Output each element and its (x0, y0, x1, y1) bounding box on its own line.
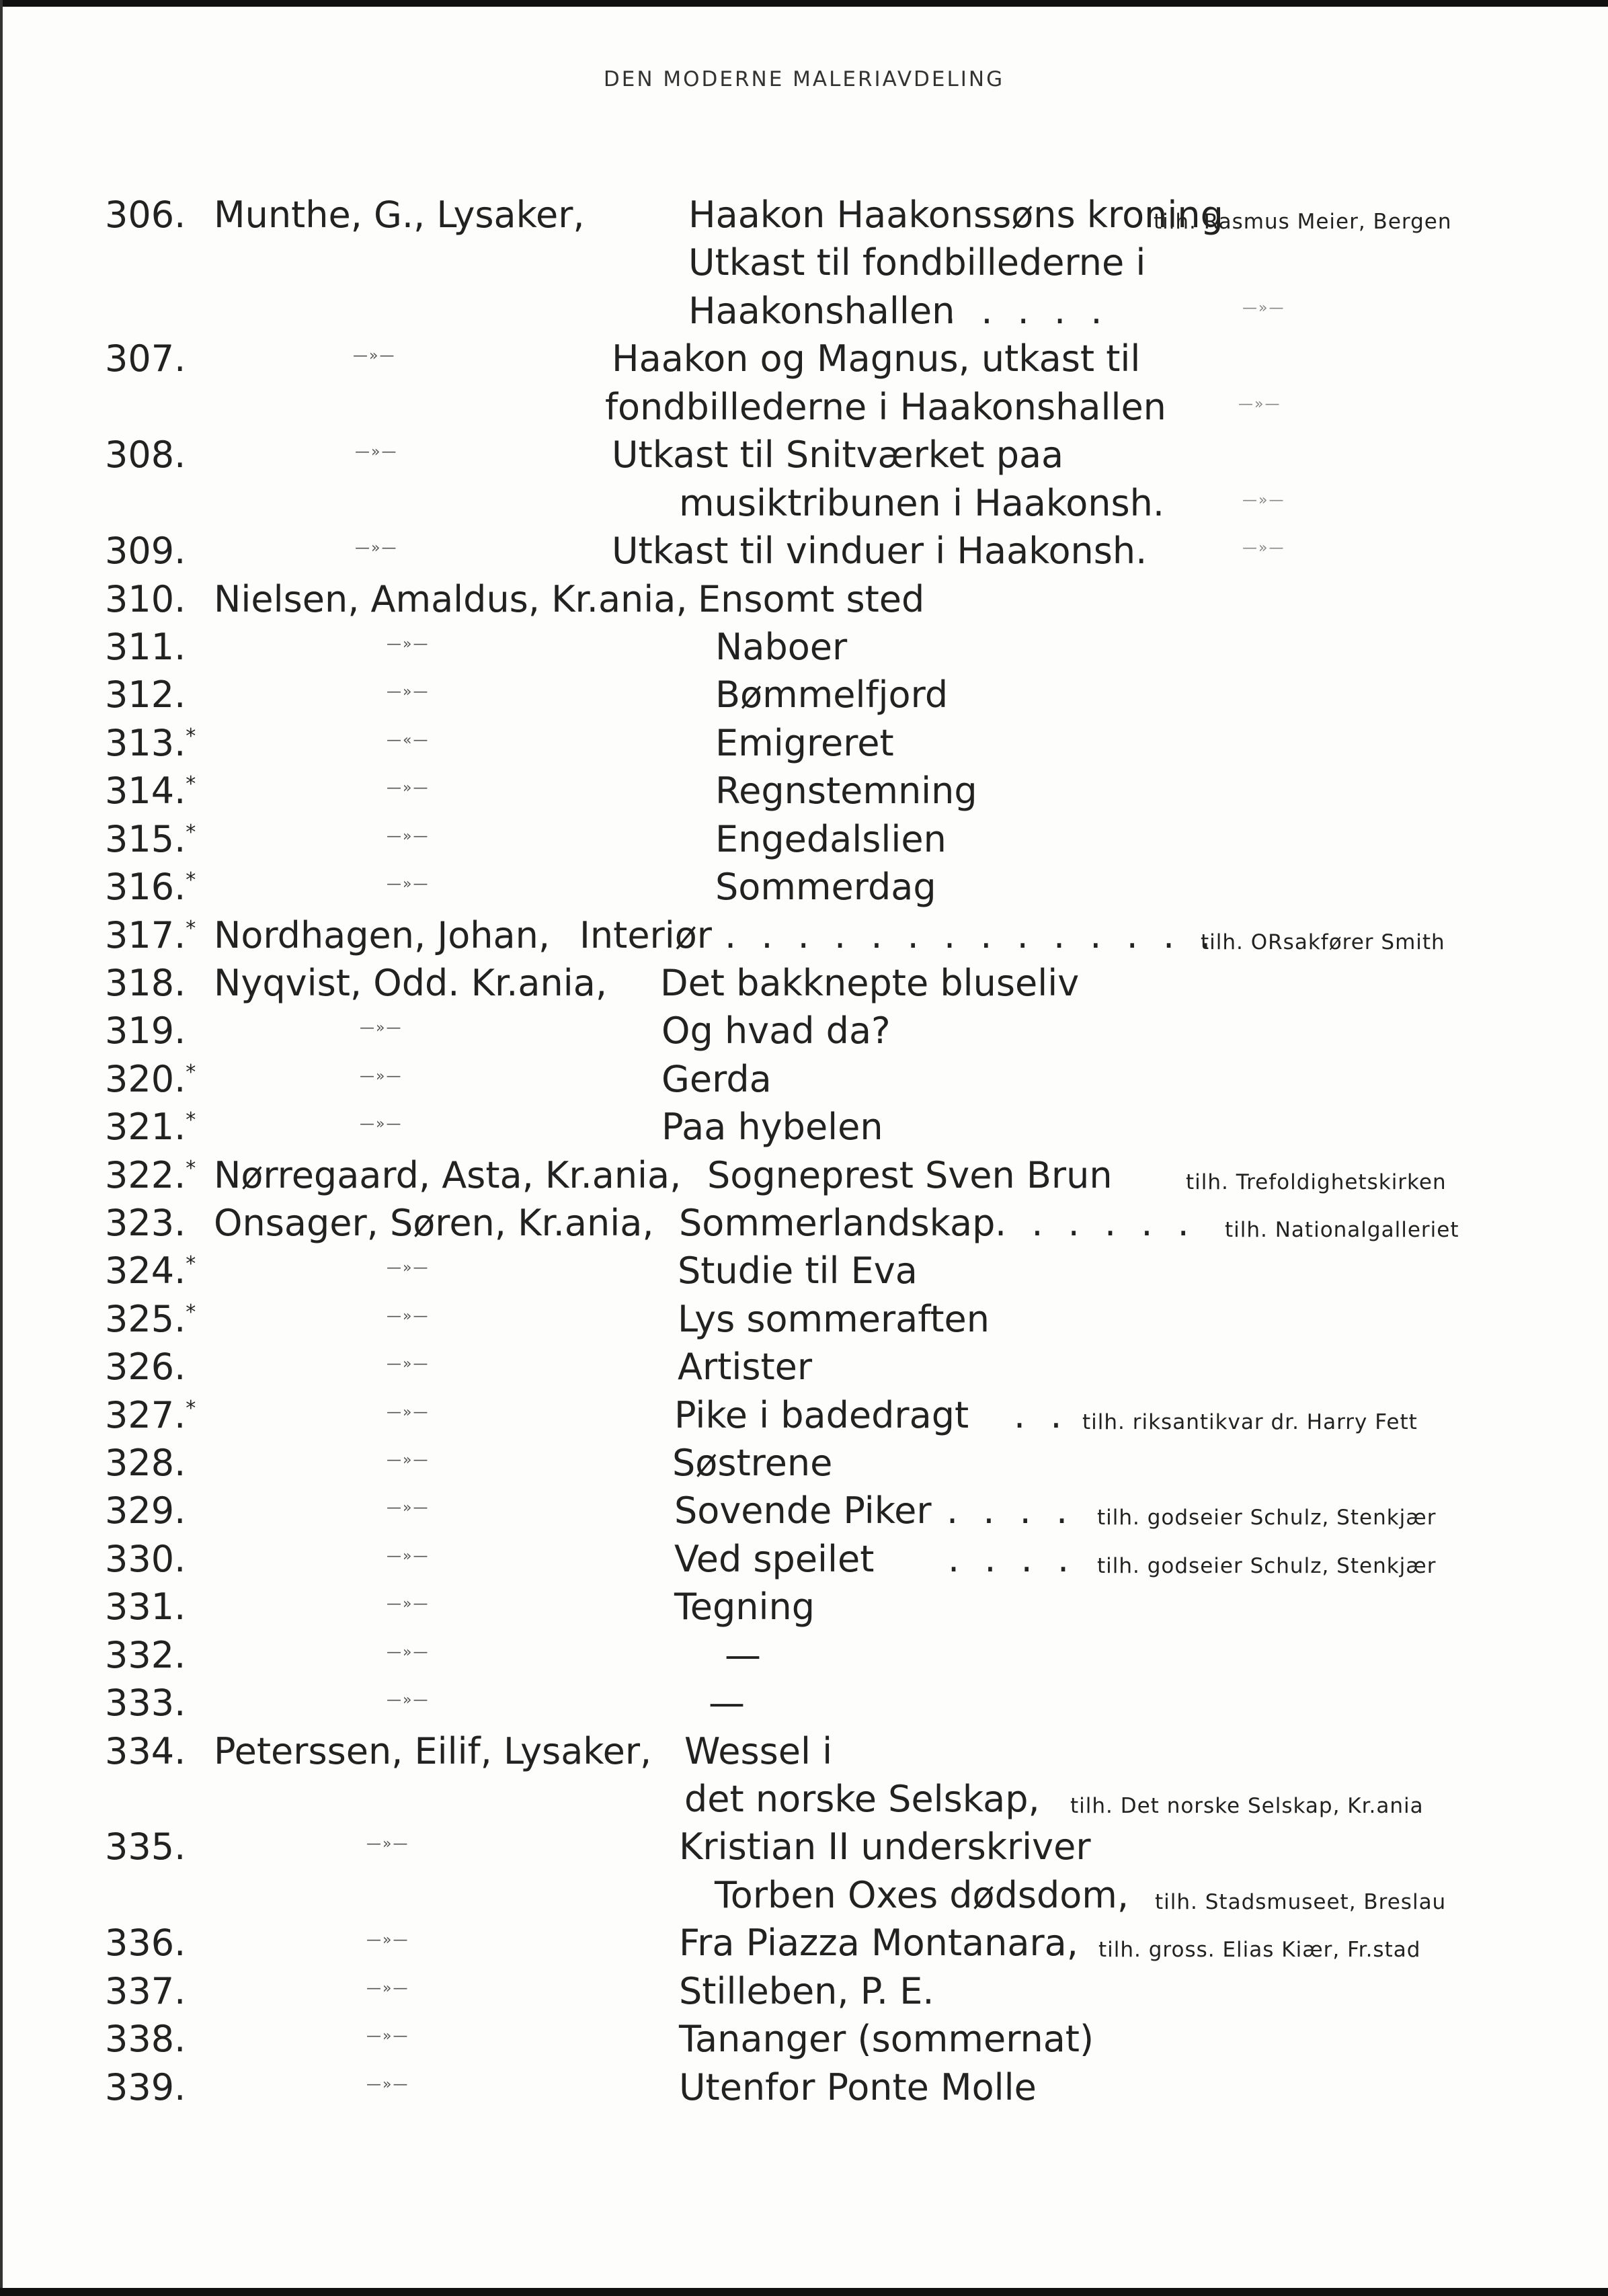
owner-ditto-mark: —»— (1242, 492, 1285, 509)
entry-number: 339. (105, 2066, 186, 2108)
catalog-line (0, 911, 1608, 960)
catalog-line (0, 1967, 1608, 2016)
ditto-mark: —»— (387, 1500, 430, 1516)
artist-name: Munthe, G., Lysaker, (214, 194, 585, 236)
ditto-mark: —»— (387, 1644, 430, 1661)
asterisk-mark: * (186, 725, 196, 748)
catalog-line (0, 1199, 1608, 1247)
ditto-mark: —»— (366, 1980, 409, 1997)
artwork-title: Regnstemning (715, 770, 977, 812)
artwork-title: Haakon og Magnus, utkast til (612, 337, 1141, 380)
asterisk-mark: * (186, 1157, 196, 1180)
leader-dots: . . . . (947, 1489, 1075, 1532)
catalog-line (0, 1679, 1608, 1727)
entry-number: 309. (105, 530, 186, 572)
asterisk-mark: * (186, 917, 196, 940)
catalog-line (0, 2015, 1608, 2063)
artwork-title: Engedalslien (715, 818, 947, 860)
ditto-mark: —»— (387, 1404, 430, 1421)
ditto-mark: —»— (387, 780, 430, 796)
catalog-line (0, 527, 1608, 575)
artwork-title: Lys sommeraften (678, 1298, 990, 1340)
ditto-mark: —»— (366, 2028, 409, 2045)
entry-number: 330. (105, 1538, 186, 1580)
artwork-title: Torben Oxes dødsdom, (715, 1874, 1129, 1916)
ditto-mark: —»— (387, 684, 430, 700)
catalog-line (0, 671, 1608, 719)
catalog-line (0, 383, 1608, 432)
artwork-title: Pike i badedragt (674, 1394, 969, 1436)
owner-note: tilh. Stadsmuseet, Breslau (1155, 1890, 1447, 1914)
catalog-line (0, 1247, 1608, 1295)
artwork-title: Haakon Haakonssøns kroning (688, 194, 1223, 236)
artwork-title: Ensomt sted (698, 578, 925, 620)
owner-note: tilh. godseier Schulz, Stenkjær (1097, 1554, 1437, 1578)
ditto-mark: —»— (353, 347, 396, 364)
entry-number: 311. (105, 626, 186, 668)
catalog-line (0, 1007, 1608, 1055)
entry-number: 321.* (105, 1106, 196, 1148)
artist-name: Peterssen, Eilif, Lysaker, (214, 1730, 652, 1772)
ditto-mark: —»— (387, 1308, 430, 1325)
artwork-title: Sogneprest Sven Brun (707, 1154, 1113, 1196)
catalog-line (0, 1583, 1608, 1631)
entry-number: 314.* (105, 770, 196, 812)
ditto-mark: —»— (387, 1452, 430, 1469)
ditto-mark: —»— (387, 1356, 430, 1372)
catalog-line (0, 767, 1608, 815)
entry-number: 324.* (105, 1249, 196, 1292)
leader-dots: . . . . . (944, 290, 1109, 332)
artwork-title: Stilleben, P. E. (679, 1970, 934, 2012)
entry-number: 306. (105, 194, 186, 236)
catalog-line (0, 1343, 1608, 1391)
ditto-mark: —»— (387, 1596, 430, 1612)
artwork-title: Sommerlandskap (679, 1202, 996, 1244)
artwork-title: Paa hybelen (661, 1106, 883, 1148)
ditto-mark: —»— (355, 540, 398, 557)
entry-number: 317.* (105, 914, 196, 956)
ditto-mark: —»— (366, 1932, 409, 1949)
leader-dots: . . (1014, 1394, 1069, 1436)
catalog-line (0, 575, 1608, 624)
catalog-line (0, 959, 1608, 1008)
catalog-line (0, 1439, 1608, 1487)
artwork-title: Fra Piazza Montanara, (679, 1922, 1078, 1964)
catalog-line (0, 239, 1608, 287)
artwork-title: Utenfor Ponte Molle (679, 2066, 1037, 2108)
asterisk-mark: * (186, 868, 196, 892)
catalog-line (0, 479, 1608, 528)
catalog-line (0, 287, 1608, 335)
asterisk-mark: * (186, 1252, 196, 1276)
catalog-line (0, 1391, 1608, 1440)
entry-number: 332. (105, 1634, 186, 1676)
catalog-line (0, 431, 1608, 479)
artwork-title: Og hvad da? (661, 1010, 891, 1052)
owner-note: tilh. godseier Schulz, Stenkjær (1097, 1506, 1437, 1530)
entry-number: 329. (105, 1489, 186, 1532)
ditto-mark: —»— (387, 828, 430, 845)
artwork-title: Studie til Eva (678, 1249, 918, 1292)
artwork-title: Kristian II underskriver (679, 1826, 1091, 1868)
owner-note: tilh. riksantikvar dr. Harry Fett (1082, 1410, 1418, 1434)
entry-number: 308. (105, 434, 186, 476)
catalog-line (0, 1823, 1608, 1871)
artwork-title: Bømmelfjord (715, 673, 949, 716)
asterisk-mark: * (186, 821, 196, 844)
owner-ditto-mark: —»— (1242, 540, 1285, 557)
catalog-line (0, 1487, 1608, 1535)
artist-name: Nielsen, Amaldus, Kr.ania, (214, 578, 688, 620)
entry-number: 316.* (105, 866, 196, 908)
artwork-title: — (709, 1682, 745, 1724)
artist-name: Nyqvist, Odd. Kr.ania, (214, 962, 608, 1004)
artwork-title: Tananger (sommernat) (679, 2018, 1094, 2060)
catalog-line (0, 1727, 1608, 1776)
catalog-line (0, 1295, 1608, 1344)
artwork-title: det norske Selskap, (684, 1778, 1040, 1820)
catalog-line (0, 1919, 1608, 1967)
ditto-mark: —»— (387, 636, 430, 653)
owner-note: tilh. gross. Elias Kiær, Fr.stad (1098, 1938, 1421, 1962)
asterisk-mark: * (186, 1061, 196, 1084)
entry-number: 334. (105, 1730, 186, 1772)
entry-number: 322.* (105, 1154, 196, 1196)
entry-number: 312. (105, 673, 186, 716)
catalog-line (0, 191, 1608, 239)
catalog-line (0, 1151, 1608, 1200)
artist-name: Onsager, Søren, Kr.ania, (214, 1202, 654, 1244)
artwork-title: fondbillederne i Haakonshallen (605, 386, 1166, 428)
catalog-line (0, 623, 1608, 671)
artwork-title: Ved speilet (674, 1538, 875, 1580)
artwork-title: Naboer (715, 626, 848, 668)
artwork-title: Haakonshallen (688, 290, 955, 332)
entry-number: 319. (105, 1010, 186, 1052)
owner-note: tilh. Rasmus Meier, Bergen (1154, 210, 1452, 234)
entry-number: 310. (105, 578, 186, 620)
entry-number: 327.* (105, 1394, 196, 1436)
owner-note: tilh. Trefoldighetskirken (1186, 1170, 1447, 1194)
artwork-title: Tegning (674, 1586, 815, 1628)
ditto-mark: —»— (366, 1836, 409, 1852)
asterisk-mark: * (186, 1301, 196, 1324)
ditto-mark: —»— (387, 876, 430, 893)
artist-name: Nordhagen, Johan, (214, 914, 551, 956)
entry-number: 320.* (105, 1058, 196, 1100)
artwork-title: Utkast til fondbillederne i (688, 241, 1146, 284)
owner-ditto-mark: —»— (1242, 300, 1285, 317)
entry-number: 333. (105, 1682, 186, 1724)
ditto-mark: —»— (360, 1116, 403, 1133)
entry-number: 335. (105, 1826, 186, 1868)
ditto-mark: —»— (387, 1548, 430, 1565)
ditto-mark: —»— (360, 1068, 403, 1085)
artwork-title: Artister (678, 1346, 813, 1388)
page-header: DEN MODERNE MALERIAVDELING (603, 67, 1005, 91)
catalog-line (0, 1871, 1608, 1920)
ditto-mark: —»— (387, 1692, 430, 1709)
owner-note: tilh. ORsakfører Smith (1201, 930, 1445, 954)
artwork-title: Interiør (579, 914, 712, 956)
owner-note: tilh. Det norske Selskap, Kr.ania (1070, 1794, 1424, 1818)
artwork-title: musiktribunen i Haakonsh. (679, 482, 1165, 524)
catalog-line (0, 1055, 1608, 1104)
artwork-title: Det bakknepte bluseliv (660, 962, 1080, 1004)
top-border (0, 0, 1608, 7)
catalog-line (0, 1535, 1608, 1584)
entry-number: 328. (105, 1442, 186, 1484)
artwork-title: Sommerdag (715, 866, 936, 908)
catalog-line (0, 863, 1608, 911)
artwork-title: Sovende Piker (674, 1489, 932, 1532)
ditto-mark: —»— (360, 1020, 403, 1036)
ditto-mark: —«— (387, 732, 430, 749)
entry-number: 331. (105, 1586, 186, 1628)
entry-number: 326. (105, 1346, 186, 1388)
entry-number: 315.* (105, 818, 196, 860)
catalog-line (0, 335, 1608, 383)
artwork-title: Gerda (661, 1058, 772, 1100)
entry-number: 337. (105, 1970, 186, 2012)
asterisk-mark: * (186, 1397, 196, 1420)
leader-dots: . . . . . . . . . . . . . . (725, 914, 1218, 956)
artist-name: Nørregaard, Asta, Kr.ania, (214, 1154, 682, 1196)
ditto-mark: —»— (366, 2076, 409, 2093)
owner-ditto-mark: —»— (1238, 396, 1281, 413)
leader-dots: . . . . . . (995, 1202, 1196, 1244)
owner-note: tilh. Nationalgalleriet (1225, 1218, 1459, 1242)
artwork-title: Utkast til Snitværket paa (612, 434, 1064, 476)
artwork-title: Utkast til vinduer i Haakonsh. (612, 530, 1148, 572)
catalog-line (0, 1631, 1608, 1680)
artwork-title: Søstrene (672, 1442, 833, 1484)
leader-dots: . . . . (948, 1538, 1076, 1580)
catalog-line (0, 719, 1608, 768)
entry-number: 313.* (105, 722, 196, 764)
ditto-mark: —»— (387, 1260, 430, 1276)
asterisk-mark: * (186, 772, 196, 796)
catalog-line (0, 815, 1608, 864)
entry-number: 336. (105, 1922, 186, 1964)
entry-number: 325.* (105, 1298, 196, 1340)
catalog-line (0, 2063, 1608, 2112)
entry-number: 307. (105, 337, 186, 380)
catalog-line (0, 1775, 1608, 1823)
artwork-title: — (725, 1634, 761, 1676)
artwork-title: Emigreret (715, 722, 894, 764)
entry-number: 323. (105, 1202, 186, 1244)
asterisk-mark: * (186, 1108, 196, 1132)
entry-number: 338. (105, 2018, 186, 2060)
bottom-border (0, 2288, 1608, 2296)
ditto-mark: —»— (355, 444, 398, 460)
entry-number: 318. (105, 962, 186, 1004)
artwork-title: Wessel i (684, 1730, 833, 1772)
catalog-line (0, 1103, 1608, 1151)
